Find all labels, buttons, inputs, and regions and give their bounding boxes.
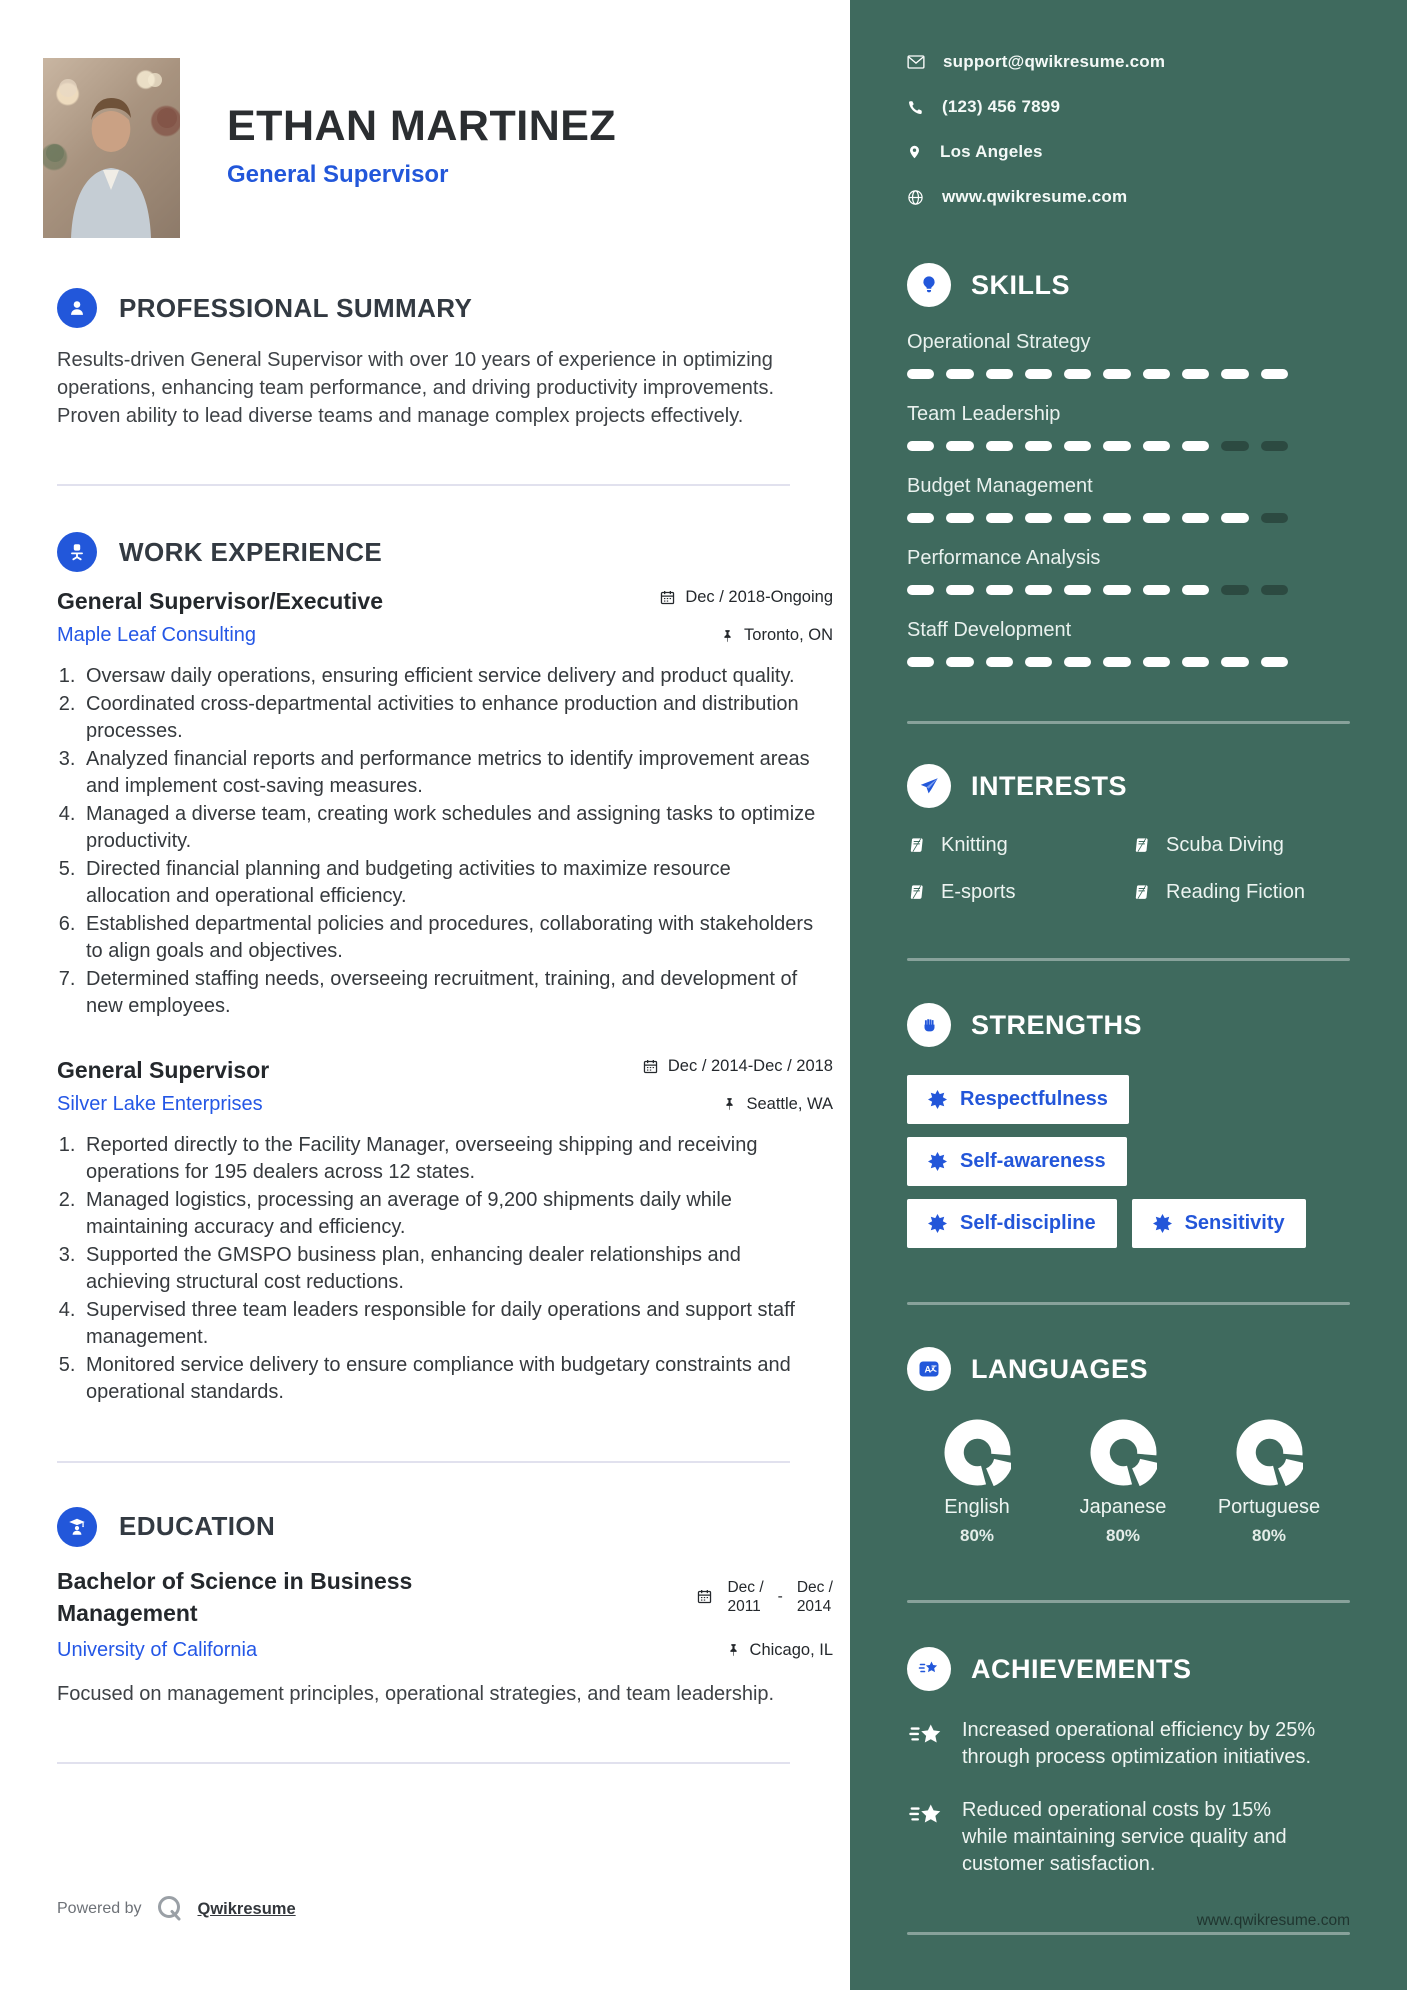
- interests-list: [907, 834, 1350, 904]
- job-location: Seattle, WA: [722, 1095, 833, 1114]
- skill-level-segment: [1103, 657, 1130, 667]
- skill-level-bar: [907, 369, 1288, 379]
- interest-label: Reading Fiction: [1166, 881, 1305, 903]
- profile-photo-silhouette: [43, 58, 180, 238]
- achievements-list: [907, 1717, 1350, 1878]
- strength-label: Respectfulness: [960, 1088, 1108, 1110]
- skill-item: [907, 619, 1350, 667]
- achievements-header: [907, 1647, 1350, 1691]
- skills-heading: SKILLS: [971, 269, 1071, 300]
- section-work: [57, 532, 833, 1407]
- job-bullet: 5. Directed financial planning and budgeting activities to maximize resource allocation and operational efficiency.: [81, 856, 817, 911]
- education-header: [57, 1507, 833, 1547]
- skill-level-segment: [986, 369, 1013, 379]
- work-heading: WORK EXPERIENCE: [119, 536, 383, 567]
- language-percent: 80%: [1251, 1526, 1287, 1545]
- school-link[interactable]: University of California: [57, 1638, 258, 1661]
- achievement-text: Increased operational efficiency by 25% through process optimization initiatives.: [962, 1719, 1316, 1768]
- summary-text: Results-driven General Supervisor with over 10 years of experience in optimizing operations, enhancing team performance, and driving productivity improvements. Proven ability to lead diverse teams and manage complex projects effectively.: [57, 349, 775, 427]
- skill-level-segment: [1064, 585, 1091, 595]
- skill-level-segment: [946, 657, 973, 667]
- sidebar-divider: [907, 1600, 1350, 1603]
- achievement-item: [907, 1797, 1350, 1878]
- candidate-title: General Supervisor: [227, 161, 449, 188]
- skill-level-segment: [1143, 513, 1170, 523]
- job-date: Dec / 2014-Dec / 2018: [642, 1057, 833, 1076]
- interest-item: [1132, 881, 1350, 904]
- skill-level-segment: [1143, 441, 1170, 451]
- sidebar-divider: [907, 1302, 1350, 1305]
- person-icon: [57, 288, 97, 328]
- sidebar: [850, 0, 1407, 1990]
- interests-heading: INTERESTS: [971, 770, 1128, 801]
- skill-level-segment: [1182, 585, 1209, 595]
- skill-level-segment: [1025, 513, 1052, 523]
- strengths-heading: STRENGTHS: [971, 1009, 1143, 1040]
- skill-level-segment: [907, 513, 934, 523]
- envelope-icon: [907, 54, 925, 70]
- job-entry: [57, 588, 833, 1021]
- skills-header: [907, 263, 1350, 307]
- education-location: Chicago, IL: [726, 1641, 833, 1660]
- divider: [57, 1762, 790, 1764]
- badge-burst-icon: [928, 1152, 947, 1171]
- book-icon: [1131, 836, 1152, 855]
- achievement-text: Reduced operational costs by 15% while maintaining service quality and customer satisfaction.: [962, 1799, 1287, 1875]
- skill-level-bar: [907, 657, 1288, 667]
- sidebar-footer-website: www.qwikresume.com: [1196, 1912, 1350, 1929]
- strengths-header: [907, 1003, 1350, 1047]
- globe-icon: [907, 189, 924, 206]
- strength-chip: [907, 1199, 1117, 1248]
- skill-level-segment: [1103, 441, 1130, 451]
- job-bullet: 1. Oversaw daily operations, ensuring efficient service delivery and product quality.: [81, 663, 817, 691]
- education-date: [696, 1565, 833, 1629]
- fist-icon: [907, 1003, 951, 1047]
- date-start: Dec / 2011: [727, 1578, 764, 1615]
- strength-label: Sensitivity: [1184, 1212, 1285, 1234]
- skill-name: Operational Strategy: [907, 331, 1091, 353]
- skill-level-segment: [1064, 513, 1091, 523]
- skill-level-segment: [1064, 441, 1091, 451]
- qwikresume-logo: [155, 1894, 185, 1924]
- strengths-list: [907, 1075, 1350, 1248]
- divider: [57, 484, 790, 486]
- book-icon: [906, 836, 927, 855]
- powered-by-label: Powered by: [57, 1900, 142, 1917]
- language-item: [1205, 1419, 1333, 1546]
- sidebar-divider: [907, 1932, 1350, 1935]
- header-text: [227, 102, 616, 189]
- skill-level-segment: [1261, 513, 1288, 523]
- section-strengths: [907, 1003, 1350, 1248]
- graduate-icon: [57, 1507, 97, 1547]
- skill-level-segment: [1221, 369, 1248, 379]
- interest-item: [907, 834, 1132, 857]
- section-summary: [57, 288, 833, 430]
- contact-website[interactable]: www.qwikresume.com: [907, 187, 1350, 207]
- company-link[interactable]: Silver Lake Enterprises: [57, 1092, 263, 1115]
- skill-level-segment: [1025, 441, 1052, 451]
- job-bullet: 1. Reported directly to the Facility Manager, overseeing shipping and receiving operations for 195 dealers across 12 states.: [81, 1132, 817, 1187]
- skill-level-segment: [907, 657, 934, 667]
- skill-level-segment: [1064, 657, 1091, 667]
- skill-level-segment: [907, 369, 934, 379]
- contact-phone[interactable]: (123) 456 7899: [907, 97, 1350, 117]
- interests-header: [907, 764, 1350, 808]
- summary-heading: PROFESSIONAL SUMMARY: [119, 292, 473, 323]
- language-percent: 80%: [959, 1526, 995, 1545]
- strength-chip: [907, 1075, 1129, 1124]
- language-name: English: [944, 1496, 1010, 1518]
- skill-level-segment: [1261, 585, 1288, 595]
- interest-item: [1132, 834, 1350, 857]
- job-bullet: 5. Monitored service delivery to ensure compliance with budgetary constraints and operational standards.: [81, 1352, 817, 1407]
- language-donut-chart: [1236, 1419, 1303, 1486]
- book-icon: [1131, 883, 1152, 902]
- contact-email[interactable]: support@qwikresume.com: [907, 52, 1350, 72]
- skill-level-segment: [1182, 441, 1209, 451]
- skill-level-segment: [946, 585, 973, 595]
- section-interests: [907, 764, 1350, 904]
- skill-item: [907, 331, 1350, 379]
- skill-name: Staff Development: [907, 619, 1072, 641]
- language-name: Portuguese: [1217, 1496, 1321, 1518]
- calendar-icon: [696, 1588, 713, 1605]
- skills-list: [907, 331, 1350, 667]
- job-bullet: 7. Determined staffing needs, overseeing recruitment, training, and development of new employees.: [81, 966, 817, 1021]
- skill-level-segment: [1221, 513, 1248, 523]
- skill-name: Team Leadership: [907, 403, 1061, 425]
- interest-item: [907, 881, 1132, 904]
- calendar-icon: [659, 589, 676, 606]
- job-entry: [57, 1057, 833, 1407]
- company-link[interactable]: Maple Leaf Consulting: [57, 624, 257, 646]
- skill-name: Budget Management: [907, 475, 1093, 497]
- candidate-name: ETHAN MARTINEZ: [227, 102, 617, 150]
- badge-burst-icon: [928, 1214, 947, 1233]
- skill-level-segment: [946, 441, 973, 451]
- interest-label: Scuba Diving: [1166, 834, 1284, 856]
- skill-level-segment: [1143, 657, 1170, 667]
- job-title: General Supervisor/Executive: [57, 588, 383, 614]
- badge-burst-icon: [928, 1090, 947, 1109]
- calendar-icon: [642, 1058, 659, 1075]
- skill-level-segment: [1221, 441, 1248, 451]
- contact-block: [907, 52, 1350, 207]
- footer: [57, 1894, 296, 1924]
- language-percent: 80%: [1105, 1526, 1141, 1545]
- education-description: Focused on management principles, operational strategies, and team leadership.: [57, 1682, 775, 1705]
- book-icon: [906, 883, 927, 902]
- job-date: Dec / 2018-Ongoing: [659, 588, 833, 607]
- skill-level-segment: [986, 585, 1013, 595]
- language-donut-chart: [944, 1419, 1011, 1486]
- skill-level-segment: [986, 513, 1013, 523]
- languages-heading: LANGUAGES: [971, 1353, 1149, 1384]
- job-bullets: [57, 1132, 817, 1407]
- summary-header: [57, 288, 833, 328]
- skill-level-segment: [1143, 369, 1170, 379]
- section-education: [57, 1507, 833, 1708]
- pushpin-icon: [726, 1642, 741, 1658]
- translate-icon: [907, 1347, 951, 1391]
- job-title: General Supervisor: [57, 1056, 270, 1083]
- skill-level-segment: [1025, 657, 1052, 667]
- skill-level-bar: [907, 585, 1288, 595]
- date-separator: -: [777, 1588, 783, 1605]
- skill-level-segment: [1143, 585, 1170, 595]
- skill-level-segment: [1025, 369, 1052, 379]
- section-achievements: [907, 1647, 1350, 1878]
- skill-level-segment: [907, 585, 934, 595]
- work-header: [57, 532, 833, 572]
- language-donut-chart: [1090, 1419, 1157, 1486]
- skill-item: [907, 403, 1350, 451]
- sidebar-divider: [907, 721, 1350, 724]
- skill-level-bar: [907, 441, 1288, 451]
- section-skills: [907, 263, 1350, 667]
- badge-burst-icon: [1153, 1214, 1172, 1233]
- achievement-item: [907, 1717, 1350, 1771]
- skill-level-segment: [1103, 585, 1130, 595]
- skill-level-segment: [1182, 369, 1209, 379]
- job-bullet: 4. Supervised three team leaders responsible for daily operations and support staff management.: [81, 1297, 817, 1352]
- skill-level-segment: [986, 441, 1013, 451]
- skill-level-segment: [946, 369, 973, 379]
- job-bullet: 4. Managed a diverse team, creating work schedules and assigning tasks to optimize productivity.: [81, 801, 817, 856]
- languages-header: [907, 1347, 1350, 1391]
- pushpin-icon: [720, 628, 735, 644]
- skill-level-segment: [1103, 513, 1130, 523]
- strength-chip: [907, 1137, 1127, 1186]
- language-name: Japanese: [1079, 1496, 1167, 1518]
- job-bullet: 6. Established departmental policies and procedures, collaborating with stakeholders to align goals and objectives.: [81, 911, 817, 966]
- profile-photo: [43, 58, 180, 238]
- job-location: Toronto, ON: [720, 626, 833, 645]
- skill-level-segment: [1221, 585, 1248, 595]
- shooting-star-icon: [907, 1647, 951, 1691]
- job-bullet: 2. Coordinated cross-departmental activities to enhance production and distribution processes.: [81, 691, 817, 746]
- skill-name: Performance Analysis: [907, 547, 1101, 569]
- education-heading: EDUCATION: [119, 1511, 276, 1541]
- skill-level-segment: [1025, 585, 1052, 595]
- map-pin-icon: [907, 143, 922, 161]
- header: [57, 58, 833, 238]
- shooting-star-icon: [907, 1799, 945, 1833]
- svg-text:A: A: [924, 1364, 931, 1375]
- strength-label: Self-awareness: [960, 1150, 1106, 1172]
- skill-item: [907, 547, 1350, 595]
- section-languages: [907, 1347, 1350, 1546]
- strength-chip: [1132, 1199, 1306, 1248]
- skill-level-segment: [1221, 657, 1248, 667]
- languages-list: [913, 1419, 1333, 1546]
- skill-level-segment: [1182, 657, 1209, 667]
- skill-level-segment: [986, 657, 1013, 667]
- office-chair-icon: [57, 532, 97, 572]
- language-item: [1059, 1419, 1187, 1546]
- skill-level-segment: [1261, 441, 1288, 451]
- skill-item: [907, 475, 1350, 523]
- skill-level-segment: [1103, 369, 1130, 379]
- date-end: Dec / 2014: [796, 1578, 833, 1615]
- skill-level-segment: [946, 513, 973, 523]
- job-bullet: 3. Analyzed financial reports and performance metrics to identify improvement areas and implement cost-saving measures.: [81, 746, 817, 801]
- phone-icon: [907, 99, 924, 116]
- language-item: [913, 1419, 1041, 1546]
- shooting-star-icon: [907, 1719, 945, 1753]
- achievements-heading: ACHIEVEMENTS: [971, 1653, 1192, 1684]
- divider: [57, 1461, 790, 1463]
- skill-level-segment: [907, 441, 934, 451]
- sidebar-divider: [907, 958, 1350, 961]
- qwikresume-link[interactable]: Qwikresume: [197, 1899, 296, 1918]
- skill-level-segment: [1261, 369, 1288, 379]
- skill-level-bar: [907, 513, 1288, 523]
- contact-location: Los Angeles: [907, 142, 1350, 162]
- interest-label: E-sports: [941, 881, 1016, 903]
- skill-level-segment: [1064, 369, 1091, 379]
- skill-level-segment: [1261, 657, 1288, 667]
- paper-plane-icon: [907, 764, 951, 808]
- skill-level-segment: [1182, 513, 1209, 523]
- job-bullet: 2. Managed logistics, processing an average of 9,200 shipments daily while maintaining accuracy and efficiency.: [81, 1187, 817, 1242]
- degree: Bachelor of Science in Business Management: [57, 1567, 413, 1626]
- pushpin-icon: [722, 1096, 737, 1112]
- interest-label: Knitting: [941, 834, 1008, 856]
- lightbulb-icon: [907, 263, 951, 307]
- strength-label: Self-discipline: [960, 1212, 1096, 1234]
- job-bullet: 3. Supported the GMSPO business plan, enhancing dealer relationships and achieving structural cost reductions.: [81, 1242, 817, 1297]
- job-bullets: [57, 663, 817, 1021]
